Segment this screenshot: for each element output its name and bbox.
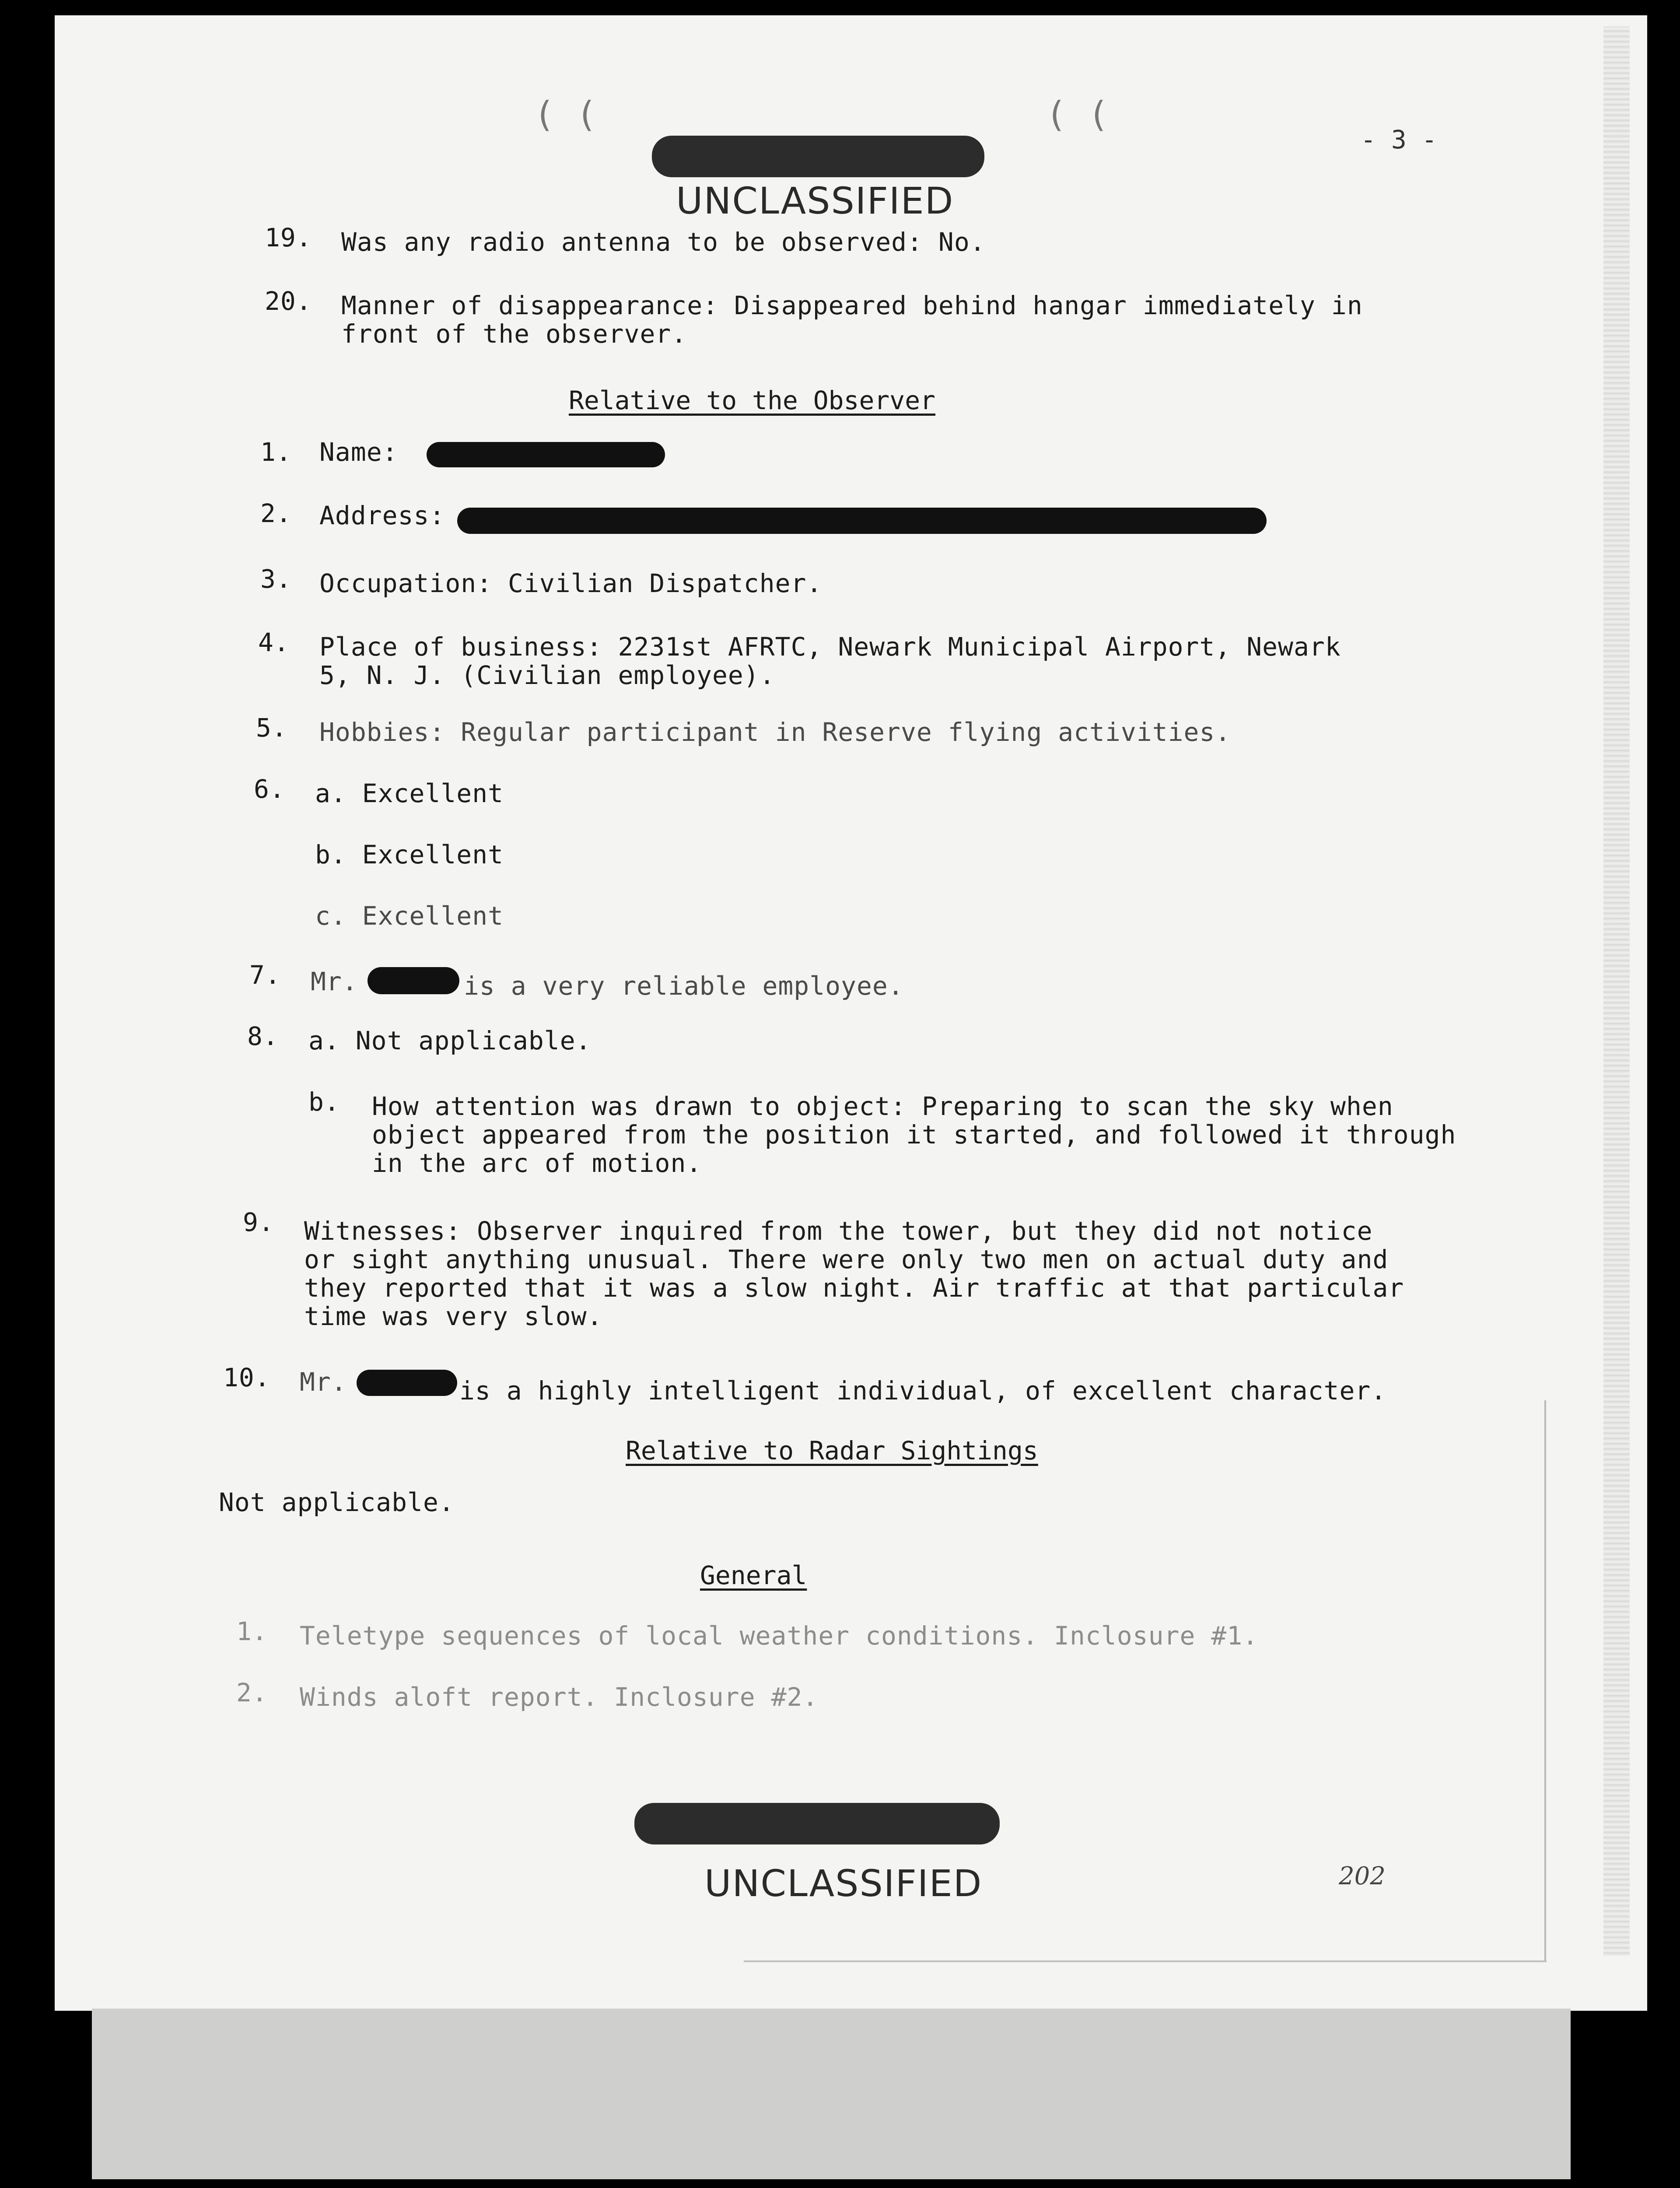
item-number: 6. <box>254 774 285 804</box>
item-text: or sight anything unusual. There were only two men on actual duty and <box>304 1245 1389 1274</box>
redacted-name <box>357 1370 457 1396</box>
item-number: 2. <box>236 1678 268 1708</box>
item-text: is a very reliable employee. <box>464 971 904 1001</box>
item-text: object appeared from the position it started, and followed it through <box>372 1120 1456 1150</box>
page-border-line-bottom <box>744 1960 1547 1962</box>
item-text: Mr. <box>311 967 358 996</box>
item-text: Occupation: Civilian Dispatcher. <box>319 568 822 598</box>
item-text: is a highly intelligent individual, of excellent character. <box>459 1376 1387 1406</box>
item-text: 5, N. J. (Civilian employee). <box>319 660 775 690</box>
redacted-address <box>457 508 1267 534</box>
item-number: 10. <box>223 1363 270 1392</box>
name-label: Name: <box>319 437 398 467</box>
classification-marking-redacted <box>634 1803 1000 1844</box>
classification-stamp-bottom: UNCLASSIFIED <box>704 1862 983 1905</box>
item-number: 3. <box>260 564 292 594</box>
redacted-name <box>427 442 665 467</box>
page-border-line <box>1544 1400 1546 1960</box>
item-text: front of the observer. <box>341 319 687 349</box>
item-text: b. Excellent <box>315 840 504 870</box>
page-underlay <box>92 2009 1571 2179</box>
item-number: 1. <box>236 1616 268 1646</box>
item-text: Was any radio antenna to be observed: No. <box>341 227 986 257</box>
item-number: 4. <box>258 628 290 657</box>
item-text: Hobbies: Regular participant in Reserve flying activities. <box>319 717 1231 747</box>
item-number: 5. <box>256 713 287 743</box>
item-text: c. Excellent <box>315 901 504 931</box>
item-number: 20. <box>265 286 312 316</box>
item-text: Winds aloft report. Inclosure #2. <box>300 1682 819 1712</box>
classification-stamp-top: UNCLASSIFIED <box>676 179 954 222</box>
section-heading-observer: Relative to the Observer <box>569 386 936 415</box>
item-text: in the arc of motion. <box>372 1148 702 1178</box>
handwritten-number: 202 <box>1339 1862 1386 1890</box>
faint-mark: ( ( <box>1046 94 1109 135</box>
item-text: time was very slow. <box>304 1301 603 1331</box>
item-text: How attention was drawn to object: Preparing to scan the sky when <box>372 1091 1393 1121</box>
item-number: 19. <box>265 223 312 252</box>
item-number: 8. <box>247 1021 279 1051</box>
item-text: Witnesses: Observer inquired from the tower, but they did not notice <box>304 1216 1373 1246</box>
item-number: 9. <box>243 1207 274 1237</box>
item-text: Mr. <box>300 1367 347 1397</box>
section-heading-radar: Relative to Radar Sightings <box>626 1436 1038 1466</box>
page-number: - 3 - <box>1361 125 1437 154</box>
item-number: 1. <box>260 437 292 467</box>
item-text: Place of business: 2231st AFRTC, Newark Municipal Airport, Newark <box>319 632 1341 662</box>
radar-text: Not applicable. <box>219 1487 455 1517</box>
item-number: 7. <box>249 960 281 990</box>
item-text: a. Not applicable. <box>308 1026 592 1055</box>
item-text: a. Excellent <box>315 778 504 808</box>
address-label: Address: <box>319 501 445 530</box>
section-heading-general: General <box>700 1560 807 1590</box>
faint-mark: ( ( <box>534 94 597 135</box>
item-label: b. <box>308 1087 340 1117</box>
item-text: they reported that it was a slow night. Air traffic at that particular <box>304 1273 1404 1303</box>
item-text: Teletype sequences of local weather conditions. Inclosure #1. <box>300 1621 1259 1651</box>
classification-marking-redacted <box>652 136 984 177</box>
item-number: 2. <box>260 498 292 528</box>
page-edge <box>1603 26 1630 1956</box>
redacted-name <box>368 967 459 994</box>
item-text: Manner of disappearance: Disappeared behind hangar immediately in <box>341 291 1363 320</box>
